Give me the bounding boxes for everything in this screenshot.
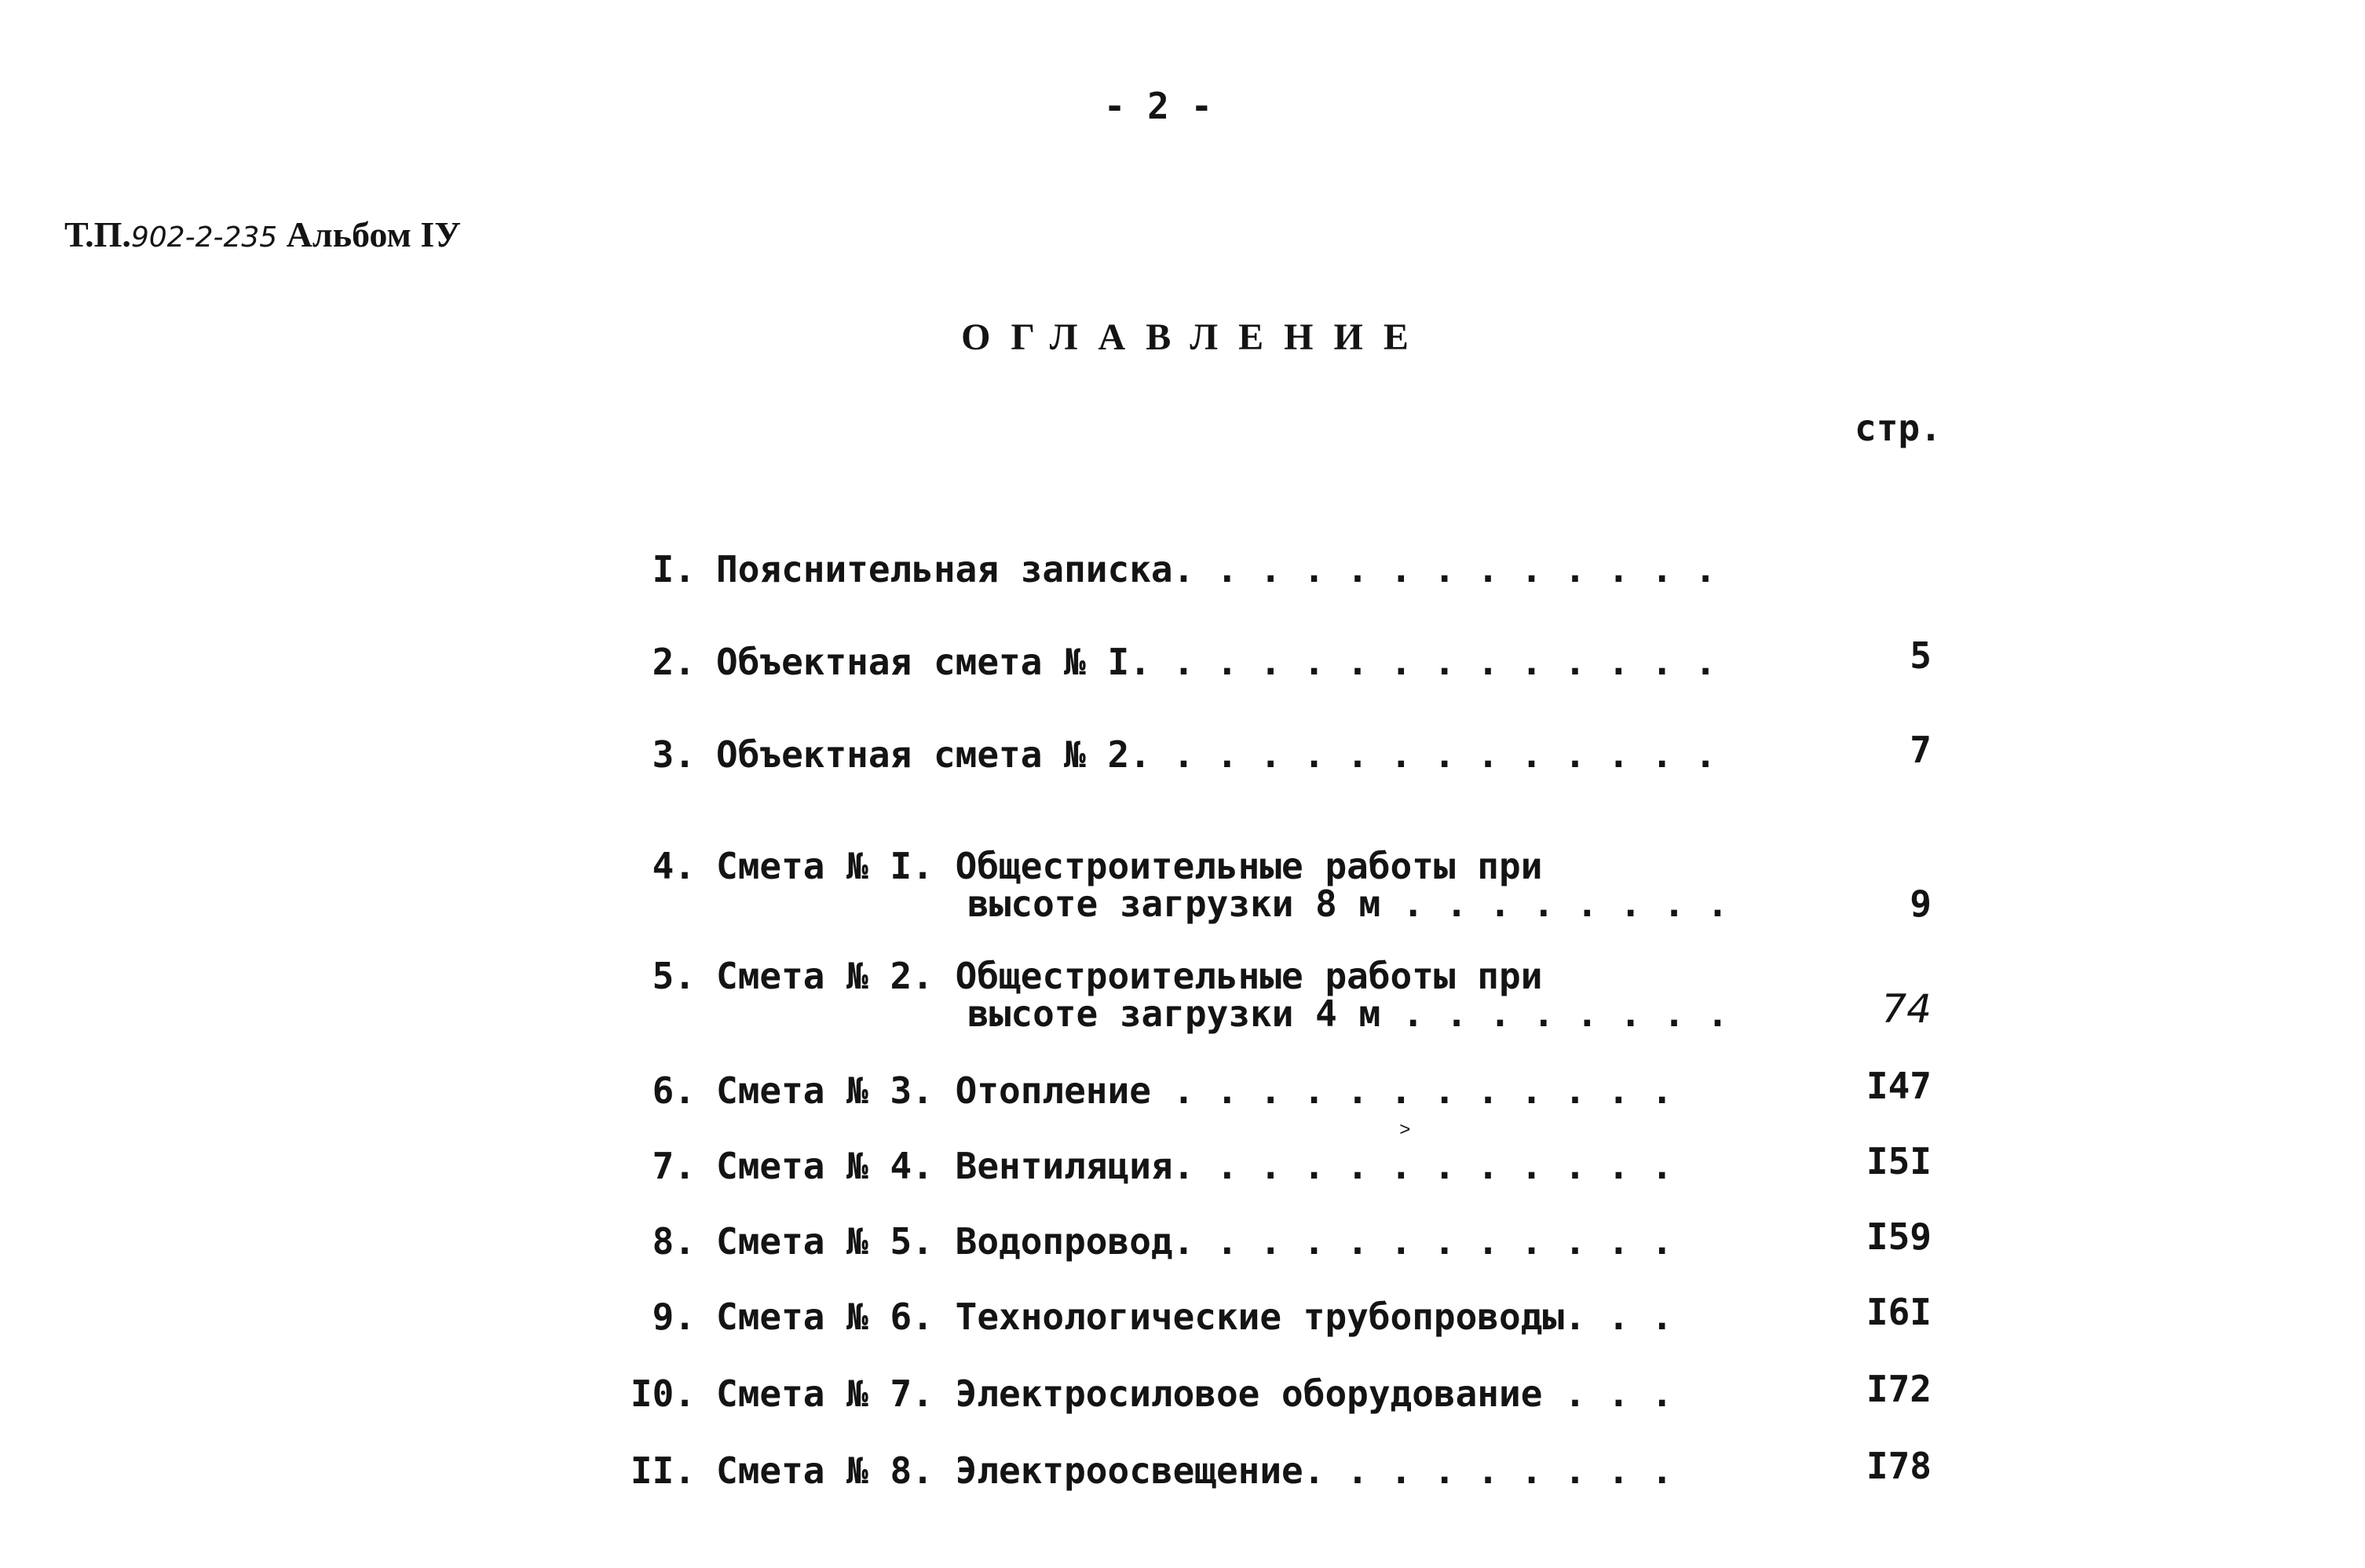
toc-entry-page: 7 xyxy=(1910,729,1932,771)
toc-entry-page: I47 xyxy=(1866,1065,1932,1107)
toc-entry-page-handwritten: 74 xyxy=(1881,986,1932,1032)
toc-entry-title: Смета № 2. Общестроительные работы при xyxy=(716,955,1543,997)
stray-ink-mark: ˃ xyxy=(1399,1118,1411,1140)
toc-entry-number: 4. xyxy=(652,845,696,887)
page-title: ОГЛАВЛЕНИЕ xyxy=(961,316,1429,358)
toc-entry-page: I78 xyxy=(1866,1445,1932,1487)
toc-entry-number: I. xyxy=(652,548,696,590)
toc-entry-title-continuation: высоте загрузки 8 м . . . . . . . . xyxy=(967,883,1729,925)
toc-entry-number: 3. xyxy=(652,733,696,776)
toc-entry-page: 5 xyxy=(1910,634,1932,677)
handwritten-document-code: 902-2-235 xyxy=(130,221,278,254)
toc-entry-number: 9. xyxy=(652,1296,696,1338)
toc-entry-title: Смета № 4. Вентиляция. . . . . . . . . . . . xyxy=(716,1145,1673,1187)
toc-entry-title: Смета № 7. Электросиловое оборудование . . . xyxy=(716,1372,1673,1415)
toc-entry-number: I0. xyxy=(630,1372,696,1415)
toc-entry-number: 8. xyxy=(652,1220,696,1263)
document-code-header xyxy=(64,214,461,255)
toc-entry-title: Объектная смета № I. . . . . . . . . . . . . . xyxy=(716,641,1716,683)
toc-entry-title: Объектная смета № 2. . . . . . . . . . . . . . xyxy=(716,733,1716,776)
toc-entry-title: Смета № 6. Технологические трубопроводы. . . xyxy=(716,1296,1673,1338)
toc-entry-number: 2. xyxy=(652,641,696,683)
page-column-label: стр. xyxy=(1855,407,1942,449)
toc-entry-number: 6. xyxy=(652,1069,696,1112)
toc-entry-page: I6I xyxy=(1866,1291,1932,1333)
toc-entry-page: I72 xyxy=(1866,1368,1932,1410)
toc-entry-title: Смета № 8. Электроосвещение. . . . . . . . . xyxy=(716,1449,1673,1492)
toc-entry-title: Смета № 3. Отопление . . . . . . . . . . . . xyxy=(716,1069,1673,1112)
header-prefix: Т.П. xyxy=(64,214,131,254)
toc-entry-page: I5I xyxy=(1866,1140,1932,1182)
toc-entry-page: 9 xyxy=(1910,883,1932,925)
toc-entry-title: Пояснительная записка. . . . . . . . . . . . . xyxy=(716,548,1716,590)
toc-entry-title: Смета № 5. Водопровод. . . . . . . . . . . . xyxy=(716,1220,1673,1263)
album-label: Альбом IУ xyxy=(286,214,462,254)
toc-entry-number: II. xyxy=(630,1449,696,1492)
toc-entry-page: I59 xyxy=(1866,1215,1932,1258)
toc-entry-title: Смета № I. Общестроительные работы при xyxy=(716,845,1543,887)
toc-entry-title-continuation: высоте загрузки 4 м . . . . . . . . xyxy=(967,992,1729,1035)
toc-entry-number: 7. xyxy=(652,1145,696,1187)
page-number: - 2 - xyxy=(1103,85,1213,127)
toc-entry-number: 5. xyxy=(652,955,696,997)
